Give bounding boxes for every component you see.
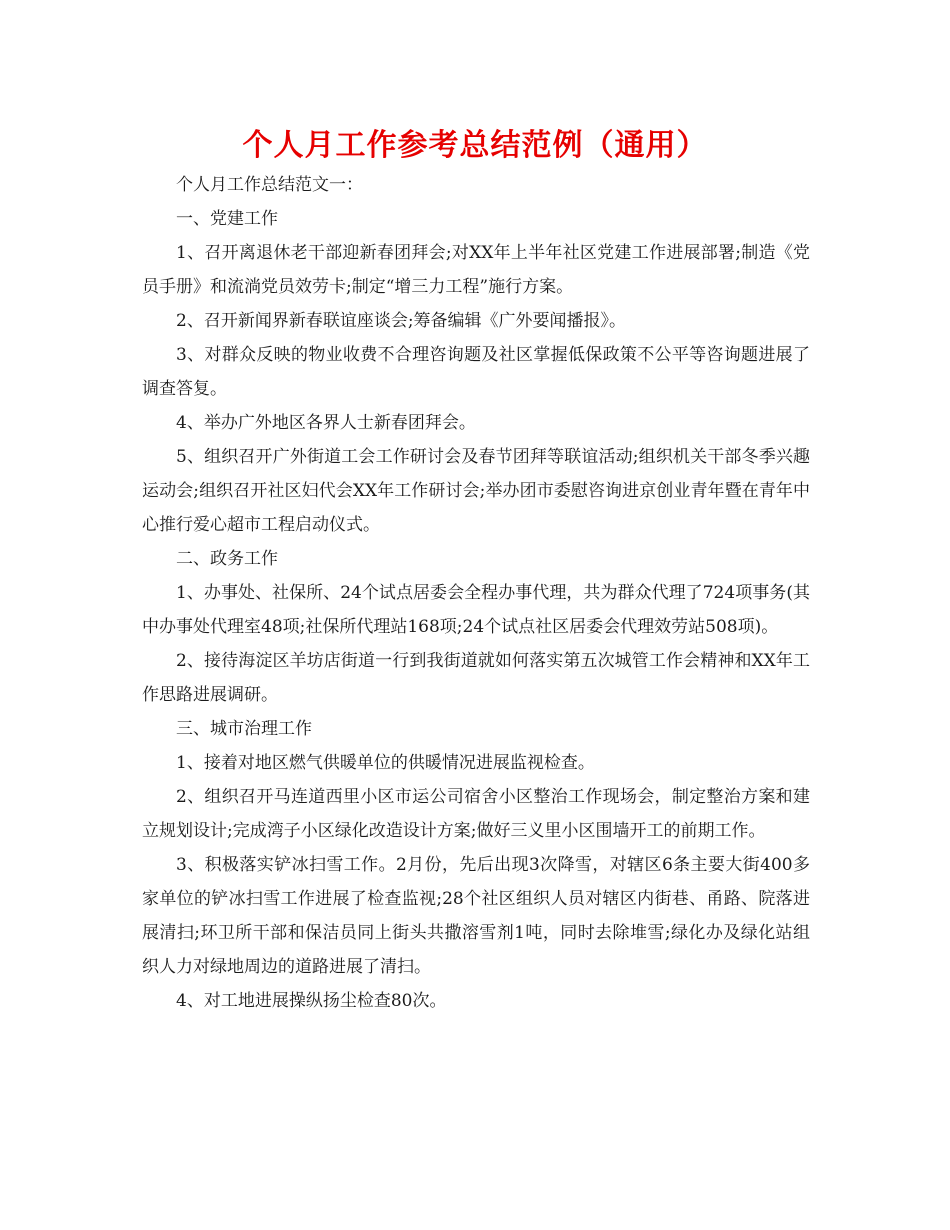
paragraph: 4、对工地进展操纵扬尘检查80次。	[176, 991, 447, 1011]
paragraph: 3、积极落实铲冰扫雪工作。2月份，先后出现3次降雪，对辖区6条主要大街400多家单位的铲冰扫雪工作进展了检查监视;28个社区组织人员对辖区内街巷、甬路、院落进展清扫;环卫所干部和保洁员同上街头共撒溶雪剂1吨，同时去除堆雪;绿化办及绿化站组织人力对绿地周边的道路进展了清扫。	[142, 855, 810, 977]
paragraph: 5、组织召开广外街道工会工作研讨会及春节团拜等联谊活动;组织机关干部冬季兴趣运动会;组织召开社区妇代会XX年工作研讨会;举办团市委慰咨询进京创业青年暨在青年中心推行爱心超市工程启动仪式。	[142, 447, 810, 535]
paragraph: 1、办事处、社保所、24个试点居委会全程办事代理，共为群众代理了724项事务(其中办事处代理室48项;社保所代理站168项;24个试点社区居委会代理效劳站508项)。	[142, 583, 810, 637]
document-title: 个人月工作参考总结范例（通用）	[242, 128, 708, 163]
paragraph: 4、举办广外地区各界人士新春团拜会。	[176, 413, 476, 433]
section-heading: 二、政务工作	[176, 549, 278, 569]
section-heading: 一、党建工作	[176, 209, 278, 229]
paragraph: 2、召开新闻界新春联谊座谈会;筹备编辑《广外要闻播报》。	[176, 311, 627, 331]
paragraph: 3、对群众反映的物业收费不合理咨询题及社区掌握低保政策不公平等咨询题进展了调查答复。	[142, 345, 810, 399]
paragraph: 1、召开离退休老干部迎新春团拜会;对XX年上半年社区党建工作进展部署;制造《党员手册》和流淌党员效劳卡;制定“增三力工程”施行方案。	[142, 243, 810, 297]
section-heading: 三、城市治理工作	[176, 719, 312, 739]
paragraph: 2、接待海淀区羊坊店街道一行到我街道就如何落实第五次城管工作会精神和XX年工作思路进展调研。	[142, 651, 810, 705]
paragraph: 1、接着对地区燃气供暖单位的供暖情况进展监视检查。	[176, 753, 595, 773]
paragraph: 2、组织召开马连道西里小区市运公司宿舍小区整治工作现场会，制定整治方案和建立规划设计;完成湾子小区绿化改造设计方案;做好三义里小区围墙开工的前期工作。	[142, 787, 810, 841]
paragraph: 个人月工作总结范文一：	[176, 175, 363, 195]
document-body	[142, 168, 810, 1018]
